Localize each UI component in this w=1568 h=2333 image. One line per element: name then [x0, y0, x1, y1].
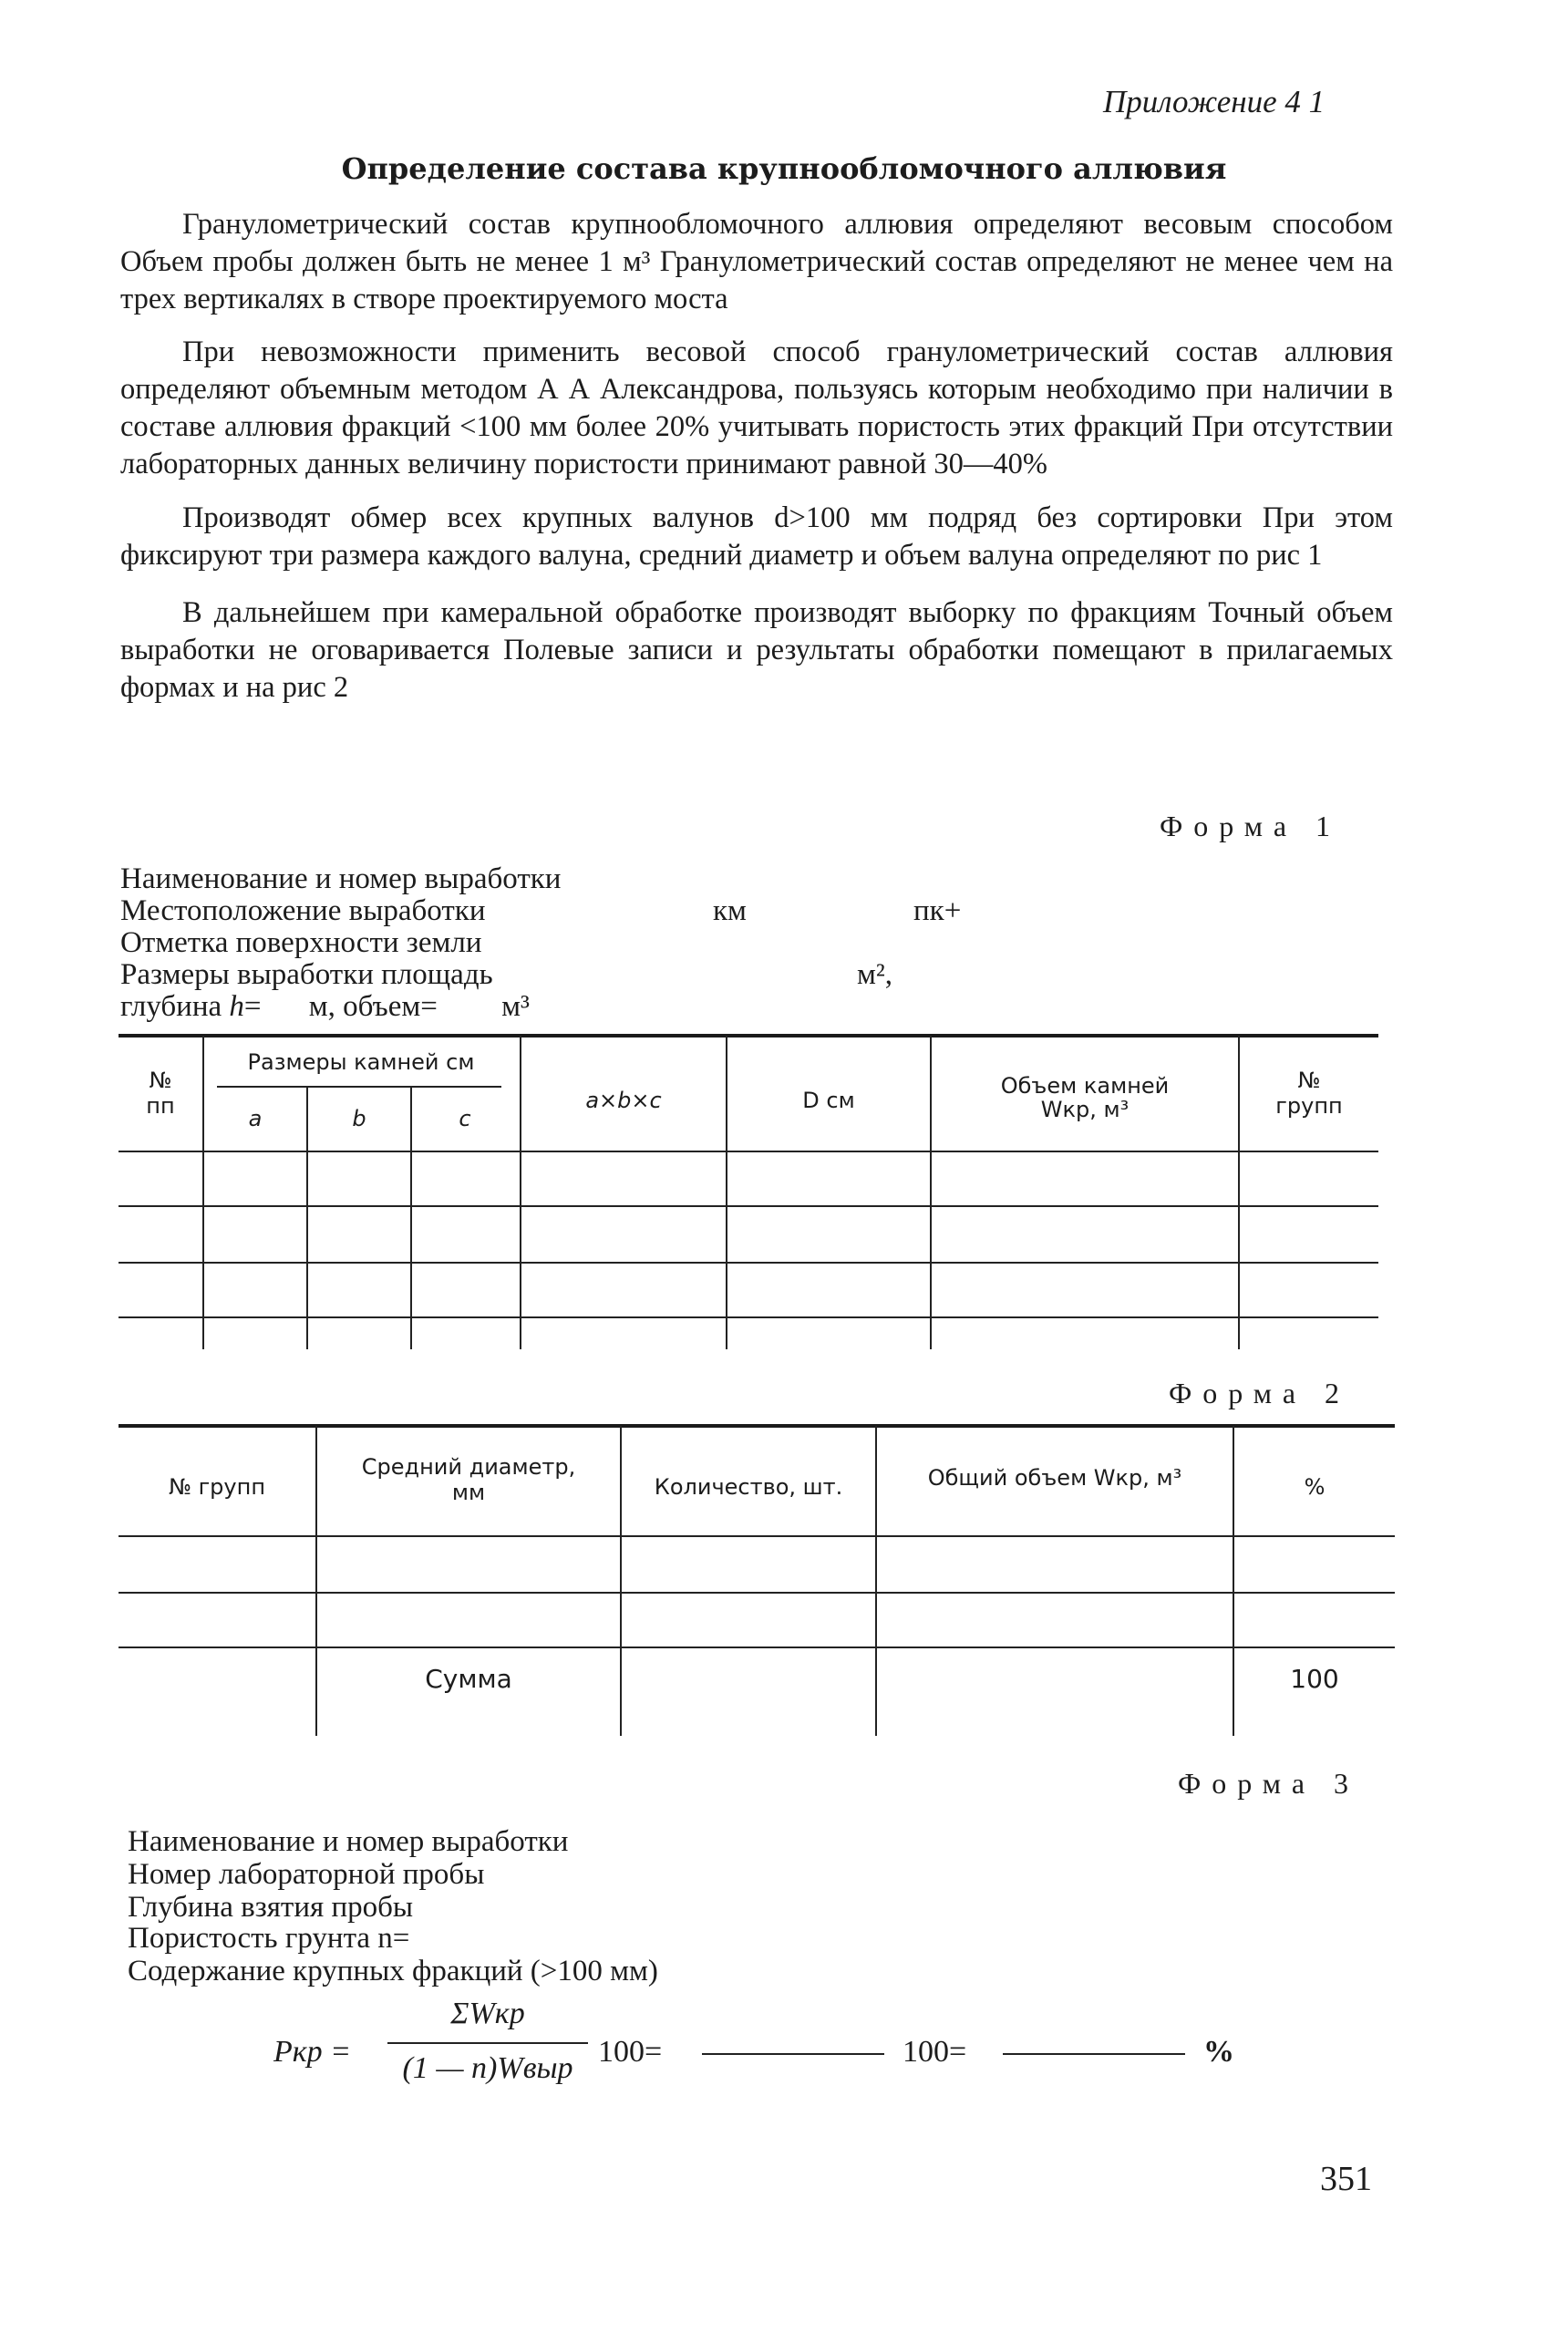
form2-sum-label: Сумма [425, 1664, 512, 1694]
paragraph-4: В дальнейшем при камеральной обработке производят выборку по фракциям Точный объем выработки не оговаривается Полевые записи и результаты обработки помещают в прилагаемых формах и на рис 2 [120, 596, 1393, 704]
volume-unit: м³ [501, 990, 530, 1023]
formula-blank-1 [702, 2053, 884, 2055]
formula-denominator: (1 — n)Wвыр [402, 2051, 573, 2085]
depth-prefix: глубина [120, 990, 222, 1023]
form1-field-m2: м², [857, 958, 893, 991]
appendix-label: Приложение 4 1 [1103, 84, 1326, 119]
form1-header-axbxc: a×b×c [585, 1088, 662, 1113]
page-number: 351 [1320, 2160, 1372, 2198]
form1-header-b: b [352, 1106, 366, 1131]
form3-field-depth: Глубина взятия пробы [128, 1891, 414, 1924]
form3-field-lab-no: Номер лабораторной пробы [128, 1858, 485, 1891]
depth-equals: = [243, 990, 262, 1023]
form1-header-group-line1: № [1297, 1068, 1321, 1093]
formula-numerator: ΣWкр [450, 1997, 525, 2030]
form2-table-row-rule [119, 1592, 1395, 1594]
formula-fraction-bar [387, 2042, 588, 2044]
form1-header-d: D см [802, 1088, 855, 1113]
form1-field-depth [120, 992, 530, 1022]
form1-table-col-rule [202, 1036, 204, 1349]
depth-unit-volume: м, объем= [308, 990, 438, 1023]
form1-header-sizes: Размеры камней см [247, 1049, 475, 1075]
form2-table-col-rule [620, 1426, 622, 1736]
paragraph-1: Гранулометрический состав крупнообломочного аллювия определяют весовым способом Объем пробы должен быть не менее 1 м³ Гранулометрический состав определяют не менее чем на трех вертикалях в створе проектируемого моста [120, 208, 1393, 315]
form1-field-km: км [713, 894, 747, 927]
form1-header-c: c [459, 1106, 471, 1131]
form2-header-diameter-line1: Средний диаметр, [361, 1454, 576, 1480]
form2-header-count: Количество, шт. [654, 1474, 843, 1500]
formula-lhs: Pкр = [273, 2035, 352, 2069]
formula-multiplier-1: 100= [598, 2035, 663, 2069]
form1-label: Форма 1 [1160, 810, 1342, 842]
formula-multiplier-2: 100= [903, 2035, 967, 2069]
form1-table-top-rule [119, 1034, 1378, 1037]
form1-header-no-line1: № [149, 1068, 172, 1093]
form2-header-percent: % [1304, 1474, 1326, 1500]
form2-label: Форма 2 [1169, 1377, 1351, 1409]
form2-table-top-rule [119, 1424, 1395, 1428]
form1-field-location: Местоположение выработки [120, 894, 486, 927]
page-title: Определение состава крупнообломочного аллювия [341, 151, 1227, 186]
form1-table-col-rule [726, 1036, 727, 1349]
form2-table-header-rule [119, 1535, 1395, 1537]
form2-header-group: № групп [168, 1474, 266, 1500]
form1-header-group-line2: групп [1275, 1093, 1343, 1119]
formula-unit: % [1203, 2035, 1234, 2069]
form1-field-surface: Отметка поверхности земли [120, 926, 482, 959]
form1-field-name: Наименование и номер выработки [120, 862, 562, 895]
formula-blank-2 [1003, 2053, 1185, 2055]
form1-header-a: a [248, 1106, 263, 1131]
form3-label: Форма 3 [1178, 1767, 1360, 1800]
form1-table-col-rule [520, 1036, 521, 1349]
form3-field-porosity: Пористость грунта n= [128, 1922, 410, 1955]
paragraph-2: При невозможности применить весовой способ гранулометрический состав аллювия определяют объемным методом А А Александрова, пользуясь которым необходимо при наличии в составе аллювия фракций <100 мм более 20% учитывать пористость этих фракций При отсутствии лабораторных данных величину пористости принимают равной 30—40% [120, 335, 1393, 480]
form2-table-row-rule [119, 1647, 1395, 1648]
form2-sum-percent: 100 [1290, 1664, 1339, 1694]
form1-table-sizes-rule [217, 1086, 501, 1088]
paragraph-3: Производят обмер всех крупных валунов d>100 мм подряд без сортировки При этом фиксируют три размера каждого валуна, средний диаметр и объем валуна определяют по рис 1 [120, 501, 1393, 572]
form1-field-pk: пк+ [913, 894, 962, 927]
form2-header-volume: Общий объем Wкр, м³ [927, 1465, 1182, 1491]
form1-header-volume-line1: Объем камней [1000, 1073, 1170, 1099]
form1-header-volume-line2: Wкр, м³ [1040, 1097, 1130, 1122]
form3-field-name: Наименование и номер выработки [128, 1825, 569, 1858]
form1-field-size-area: Размеры выработки площадь [120, 958, 493, 991]
form1-header-no-line2: пп [146, 1093, 175, 1119]
depth-variable: h [229, 990, 244, 1023]
form3-field-coarse: Содержание крупных фракций (>100 мм) [128, 1955, 658, 1987]
form2-header-diameter-line2: мм [451, 1480, 486, 1505]
